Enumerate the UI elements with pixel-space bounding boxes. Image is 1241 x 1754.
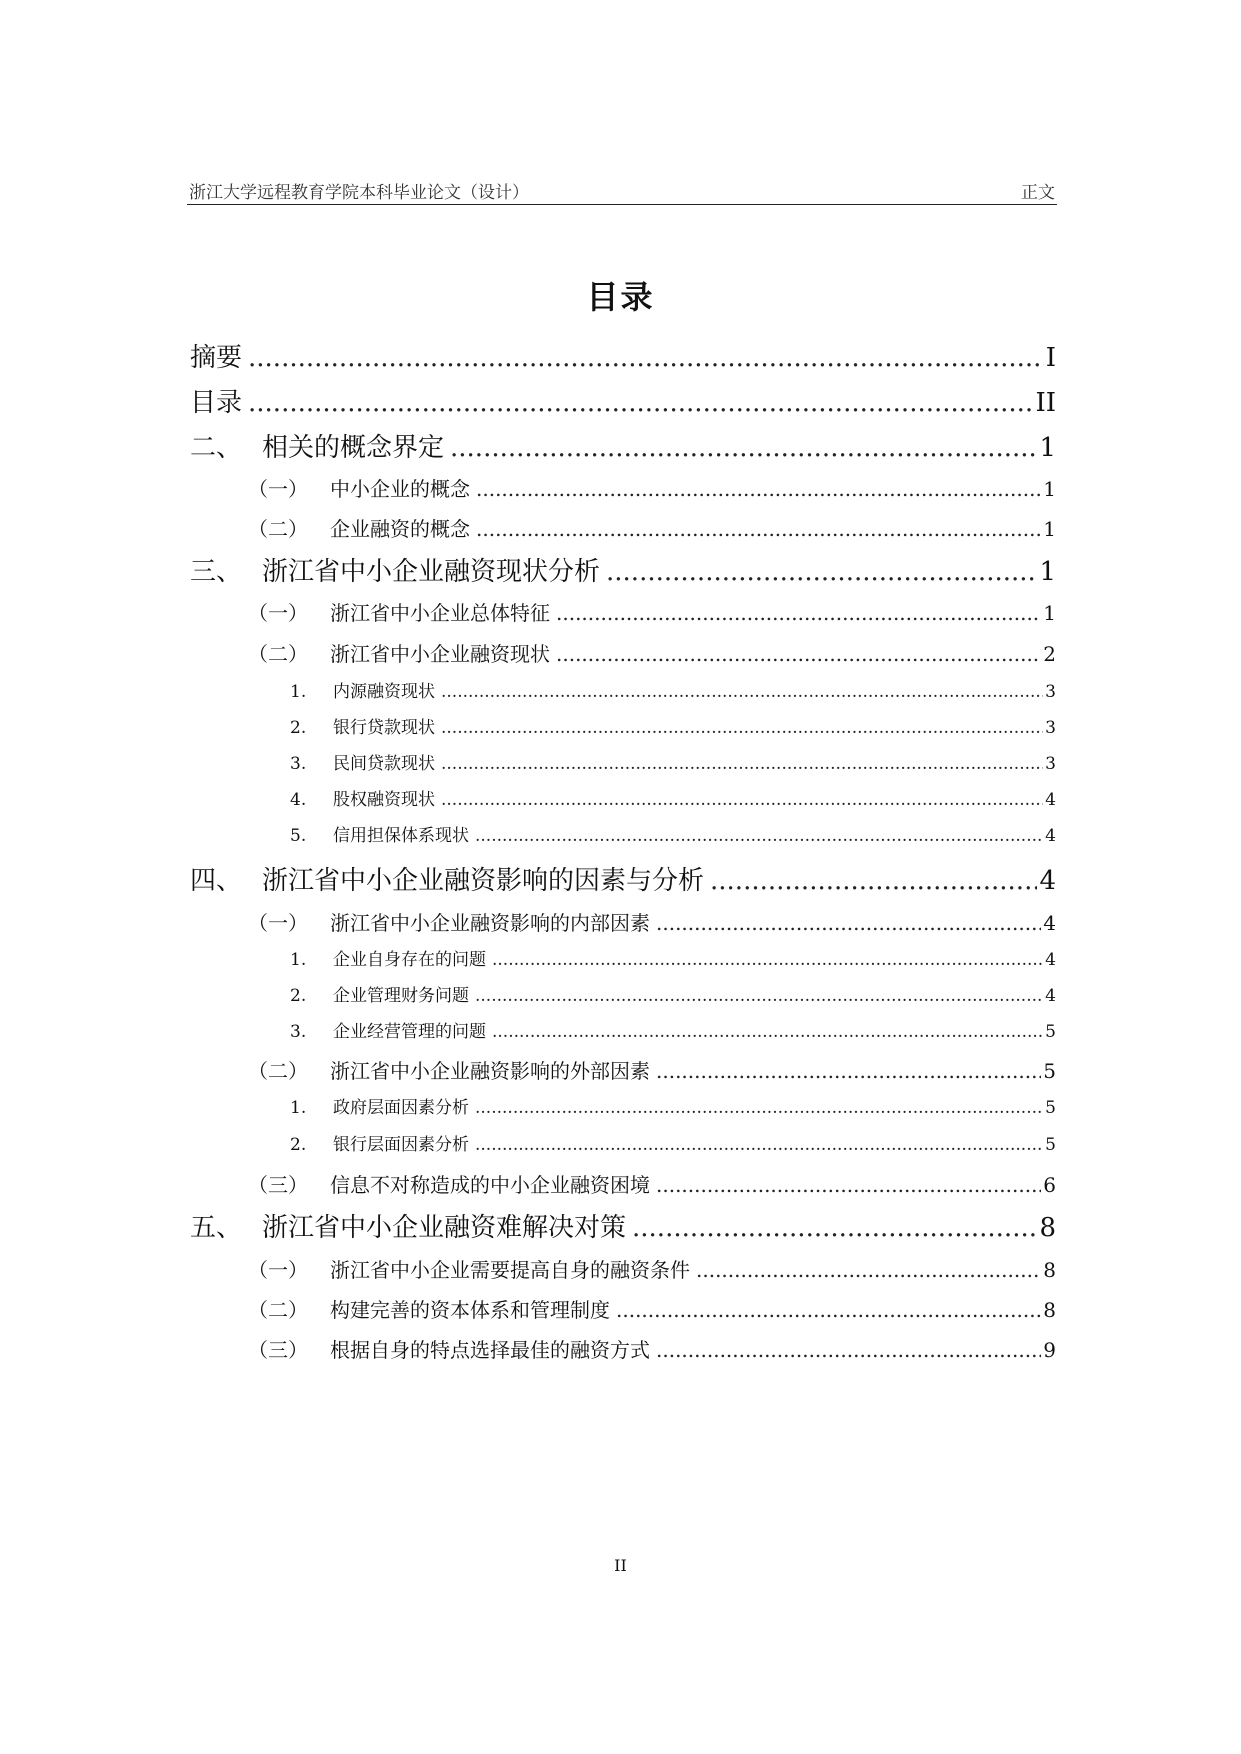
page-title: 目录 [586,278,655,316]
toc-entry-title: 浙江省中小企业融资影响的因素与分析 [262,866,705,896]
toc-entry-page: 5 [1045,1022,1056,1042]
toc-entry-number: 4. [290,790,307,810]
toc-entry-page: 1 [1043,517,1056,541]
toc-entry-title: 浙江省中小企业融资现状 [330,642,550,666]
toc-entry-title: 目录 [190,388,243,418]
toc-entry[interactable] [190,749,1056,774]
toc-entry-number: （三） [248,1338,308,1362]
toc-dot-leader [450,433,1037,463]
toc-dot-leader [475,1098,1043,1118]
toc-entry[interactable] [190,1093,1056,1118]
toc-entry-page: 5 [1045,1098,1056,1118]
toc-entry-title: 政府层面因素分析 [333,1098,469,1118]
toc-dot-leader [656,1173,1041,1197]
toc-entry-number: （二） [248,642,308,666]
toc-entry-page: 4 [1039,866,1056,896]
toc-entry-page: 2 [1043,642,1056,666]
toc-entry[interactable] [190,638,1056,667]
toc-dot-leader [696,1258,1041,1282]
toc-dot-leader [606,557,1037,587]
toc-entry-number: （一） [248,601,308,625]
toc-entry-page: 5 [1043,1059,1056,1083]
toc-entry-page: 4 [1043,911,1056,935]
toc-entry-page: 6 [1043,1173,1056,1197]
toc-entry-number: 5. [290,826,307,846]
toc-entry[interactable] [190,713,1056,738]
toc-entry-number: （一） [248,911,308,935]
toc-entry-title: 内源融资现状 [333,682,435,702]
toc-entry-page: 8 [1043,1258,1056,1282]
toc-entry-number: （二） [248,1298,308,1322]
toc-entry-number: 二、 [190,433,243,463]
toc-entry-title: 浙江省中小企业融资难解决对策 [262,1213,627,1243]
toc-dot-leader [616,1298,1041,1322]
toc-entry-number: 3. [290,754,307,774]
toc-entry-title: 浙江省中小企业融资影响的内部因素 [330,911,650,935]
toc-dot-leader [656,1338,1041,1362]
toc-entry-title: 股权融资现状 [333,790,435,810]
toc-entry-page: 4 [1045,986,1056,1006]
toc-entry[interactable] [190,1207,1056,1244]
toc-entry-title: 浙江省中小企业需要提高自身的融资条件 [330,1258,690,1282]
page-header [187,176,1057,205]
toc-entry-number: 三、 [190,557,243,587]
toc-entry-number: 2. [290,1135,307,1155]
toc-entry-title: 浙江省中小企业融资影响的外部因素 [330,1059,650,1083]
toc-entry[interactable] [190,821,1056,846]
toc-entry[interactable] [190,1017,1056,1042]
toc-entry-number: （三） [248,1173,308,1197]
toc-dot-leader [475,826,1043,846]
toc-dot-leader [492,1022,1043,1042]
toc-dot-leader [556,601,1041,625]
toc-entry-page: 3 [1045,682,1056,702]
toc-entry-page: 4 [1045,790,1056,810]
toc-dot-leader [476,477,1041,501]
toc-entry-number: 四、 [190,866,243,896]
toc-entry[interactable] [190,1055,1056,1084]
toc-entry[interactable] [190,907,1056,936]
toc-entry-page: 8 [1039,1213,1056,1243]
toc-entry-number: 1. [290,950,307,970]
toc-entry-page: 4 [1045,826,1056,846]
toc-entry-title: 摘要 [190,343,243,373]
toc-entry-number: 2. [290,986,307,1006]
toc-dot-leader [248,388,1033,418]
toc-entry-title: 相关的概念界定 [262,433,445,463]
toc-dot-leader [248,343,1044,373]
toc-entry[interactable] [190,1169,1056,1198]
toc-entry-title: 根据自身的特点选择最佳的融资方式 [330,1338,650,1362]
header-document-title: 浙江大学远程教育学院本科毕业论文（设计） [189,183,529,203]
toc-entry-title: 企业管理财务问题 [333,986,469,1006]
toc-entry[interactable] [190,1254,1056,1283]
page-number: II [614,1556,627,1575]
toc-entry[interactable] [190,597,1056,626]
toc-entry-title: 中小企业的概念 [330,477,470,501]
toc-entry-number: （一） [248,477,308,501]
toc-entry-number: （二） [248,1059,308,1083]
toc-entry-number: 2. [290,718,307,738]
toc-entry-page: 1 [1039,433,1056,463]
toc-entry-page: 1 [1043,601,1056,625]
toc-entry[interactable] [190,337,1056,374]
toc-entry[interactable] [190,945,1056,970]
toc-entry[interactable] [190,1334,1056,1363]
toc-dot-leader [556,642,1041,666]
toc-entry-title: 银行层面因素分析 [333,1135,469,1155]
toc-entry[interactable] [190,551,1056,588]
toc-dot-leader [441,718,1043,738]
toc-entry-title: 民间贷款现状 [333,754,435,774]
toc-entry-number: 五、 [190,1213,243,1243]
toc-entry[interactable] [190,981,1056,1006]
toc-entry[interactable] [190,382,1056,419]
toc-entry[interactable] [190,1294,1056,1323]
toc-entry-title: 信息不对称造成的中小企业融资困境 [330,1173,650,1197]
toc-entry-page: 3 [1045,754,1056,774]
toc-entry[interactable] [190,1130,1056,1155]
toc-entry-title: 企业自身存在的问题 [333,950,486,970]
toc-entry-page: 3 [1045,718,1056,738]
toc-dot-leader [492,950,1043,970]
toc-entry[interactable] [190,785,1056,810]
toc-entry-page: I [1045,343,1056,373]
toc-entry-page: 4 [1045,950,1056,970]
toc-entry-page: 1 [1043,477,1056,501]
toc-dot-leader [476,517,1041,541]
toc-entry[interactable] [190,513,1056,542]
toc-entry[interactable] [190,473,1056,502]
toc-entry-title: 企业经营管理的问题 [333,1022,486,1042]
toc-entry-number: 3. [290,1022,307,1042]
toc-entry-page: 8 [1043,1298,1056,1322]
toc-dot-leader [441,754,1043,774]
toc-dot-leader [475,986,1043,1006]
toc-dot-leader [656,1059,1041,1083]
toc-entry-number: 1. [290,682,307,702]
toc-dot-leader [441,790,1043,810]
toc-entry-number: （二） [248,517,308,541]
toc-entry-title: 构建完善的资本体系和管理制度 [330,1298,610,1322]
toc-dot-leader [710,866,1037,896]
toc-entry[interactable] [190,677,1056,702]
toc-entry-number: 1. [290,1098,307,1118]
toc-entry-title: 信用担保体系现状 [333,826,469,846]
toc-dot-leader [441,682,1043,702]
toc-entry-page: II [1035,388,1056,418]
toc-entry-number: （一） [248,1258,308,1282]
toc-entry-page: 9 [1043,1338,1056,1362]
header-section-label: 正文 [1021,183,1055,203]
toc-entry-page: 5 [1045,1135,1056,1155]
toc-dot-leader [632,1213,1037,1243]
toc-entry-title: 企业融资的概念 [330,517,470,541]
toc-entry-title: 浙江省中小企业总体特征 [330,601,550,625]
toc-dot-leader [475,1135,1043,1155]
toc-dot-leader [656,911,1041,935]
toc-entry[interactable] [190,427,1056,464]
toc-entry-page: 1 [1039,557,1056,587]
toc-entry-title: 银行贷款现状 [333,718,435,738]
toc-entry-title: 浙江省中小企业融资现状分析 [262,557,601,587]
toc-entry[interactable] [190,860,1056,897]
